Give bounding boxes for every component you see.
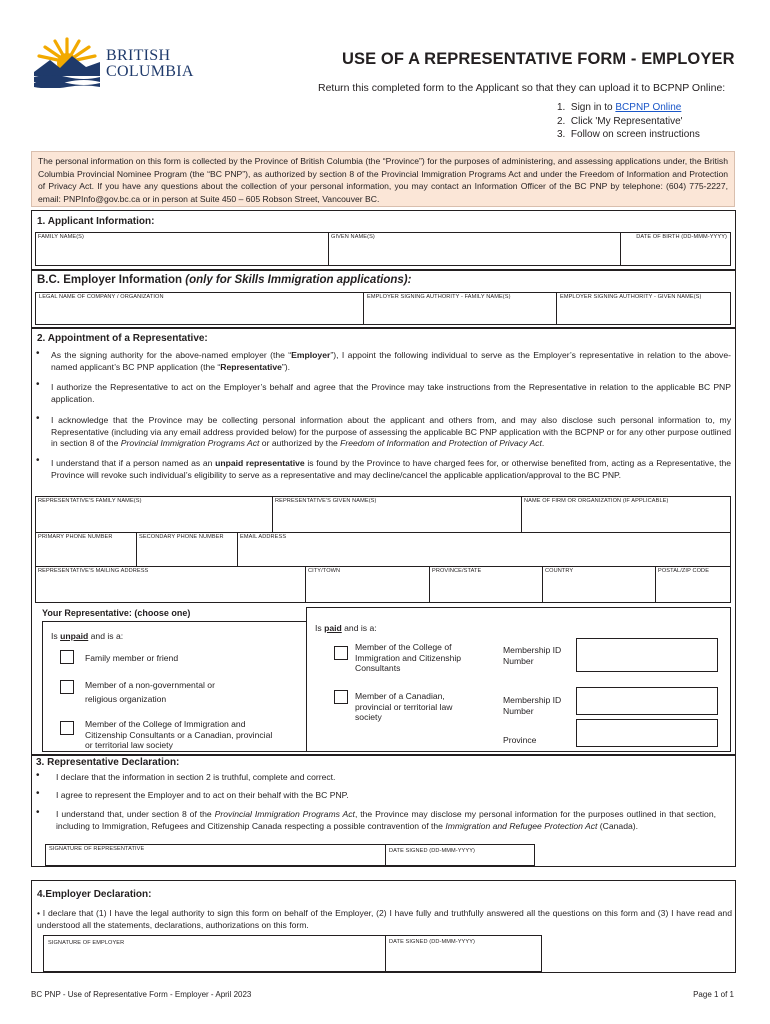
authority-family-name-field[interactable]: [363, 292, 557, 325]
footer-page-number: Page 1 of 1: [693, 990, 734, 999]
field-label: EMPLOYER SIGNING AUTHORITY - GIVEN NAME(S): [560, 294, 702, 300]
field-label: POSTAL/ZIP CODE: [658, 568, 710, 574]
province-label: Province: [503, 735, 537, 745]
unpaid-college-checkbox[interactable]: [60, 721, 74, 735]
field-label: PRIMARY PHONE NUMBER: [38, 534, 113, 540]
field-label: FAMILY NAME(S): [38, 234, 84, 240]
choose-rep-heading: Your Representative: (choose one): [42, 608, 191, 618]
bullet-icon: •: [36, 348, 40, 359]
paid-law-checkbox[interactable]: [334, 690, 348, 704]
rep-date-field[interactable]: [385, 844, 535, 866]
field-label: REPRESENTATIVE'S FAMILY NAME(S): [38, 498, 142, 504]
bullet-icon: •: [37, 908, 43, 918]
applicant-family-name-field[interactable]: [35, 232, 329, 266]
bullet-icon: •: [36, 413, 40, 424]
field-label: LEGAL NAME OF COMPANY / ORGANIZATION: [39, 294, 164, 300]
membership-id-label-2: Membership ID Number: [503, 695, 562, 716]
unpaid-family-label: Family member or friend: [85, 653, 179, 663]
bullet-icon: •: [36, 807, 40, 818]
footer-form-id: BC PNP - Use of Representative Form - Employer - April 2023: [31, 990, 252, 999]
section-4-heading: 4.Employer Declaration:: [37, 889, 152, 900]
applicant-given-name-field[interactable]: [328, 232, 621, 266]
membership-id-label-1: Membership ID Number: [503, 645, 562, 666]
employer-declaration-1: • I declare that (1) I have the legal authority to sign this form on behalf of the Employer, (2) I have fully and truthfully answered all the questions on this form and (3) I have read and understood all the statements, declarations, authorizations on this form.: [37, 908, 732, 930]
paid-college-label: Member of the College of Immigration and Citizenship Consultants: [355, 642, 462, 673]
step-3: 3. Follow on screen instructions: [557, 129, 700, 140]
logo-line-columbia: COLUMBIA: [106, 63, 194, 80]
section-1-heading: 1. Applicant Information:: [37, 216, 155, 227]
field-label: DATE SIGNED (DD-MMM-YYYY): [389, 939, 475, 945]
field-label: SIGNATURE OF EMPLOYER: [48, 940, 125, 946]
bullet-icon: •: [36, 379, 40, 390]
rep-declaration-3: I understand that, under section 8 of the Provincial Immigration Programs Act, the Province may disclose my personal information for the purposes outlined in that section, including to Immigration, Refugees and Citizenship Canada respecting a possible contravention of the Immigration and Refugee Protection Act (Canada).: [56, 809, 716, 831]
bullet-icon: •: [36, 770, 40, 781]
field-label: SECONDARY PHONE NUMBER: [139, 534, 224, 540]
section-applicant: [31, 210, 736, 270]
field-label: DATE OF BIRTH (DD-MMM-YYYY): [636, 234, 727, 240]
city-field[interactable]: [305, 566, 430, 603]
unpaid-heading: Is unpaid and is a:: [51, 631, 124, 641]
field-label: DATE SIGNED (DD-MMM-YYYY): [389, 848, 475, 854]
field-label: CITY/TOWN: [308, 568, 341, 574]
paid-law-label: Member of a Canadian, provincial or territorial law society: [355, 691, 453, 722]
field-label: PROVINCE/STATE: [432, 568, 482, 574]
paid-options-panel: [306, 607, 731, 752]
company-name-field[interactable]: [35, 292, 364, 325]
field-label: GIVEN NAME(S): [331, 234, 375, 240]
postal-code-field[interactable]: [655, 566, 731, 603]
section-2-heading: 2. Appointment of a Representative:: [37, 333, 208, 344]
appointment-statement-1: As the signing authority for the above-named employer (the “Employer”), I appoint the following individual to serve as the Employer’s representative in relation to the above-named applicant’s BC PNP application (the “Representative”).: [51, 350, 731, 372]
section-rep-declaration: [31, 755, 736, 867]
paid-heading: Is paid and is a:: [315, 623, 377, 633]
field-label: COUNTRY: [545, 568, 574, 574]
field-label: REPRESENTATIVE'S GIVEN NAME(S): [275, 498, 377, 504]
applicant-dob-field[interactable]: [620, 232, 731, 266]
mailing-address-field[interactable]: [35, 566, 306, 603]
province-state-field[interactable]: [429, 566, 543, 603]
employer-date-field[interactable]: [385, 935, 542, 972]
appointment-statement-3: I acknowledge that the Province may be collecting personal information about the applicant and others from, and may also disclose such personal information to, my Representative (including via any email address provided below) for the purpose of assessing the applicable BC PNP application with the BCPNP or for any other purpose outlined in section 8 of the Provincial Immigration Programs Act or authorized by the Freedom of Information and Protection of Privacy Act.: [51, 415, 731, 449]
section-3-heading: 3. Representative Declaration:: [36, 757, 180, 768]
unpaid-family-checkbox[interactable]: [60, 650, 74, 664]
page-subtitle: Return this completed form to the Applicant so that they can upload it to BCPNP Online:: [318, 82, 726, 94]
primary-phone-field[interactable]: [35, 532, 137, 567]
appointment-statement-2: I authorize the Representative to act on the Employer’s behalf and agree that the Province may take instructions from the Representative in relation to the applicable BC PNP application.: [51, 382, 731, 404]
field-label: EMPLOYER SIGNING AUTHORITY - FAMILY NAME(S): [367, 294, 511, 300]
instruction-steps: [557, 101, 700, 142]
rep-declaration-1: I declare that the information in section 2 is truthful, complete and correct.: [56, 772, 336, 782]
authority-given-name-field[interactable]: [556, 292, 731, 325]
field-label: SIGNATURE OF REPRESENTATIVE: [49, 846, 145, 852]
bullet-icon: •: [36, 788, 40, 799]
unpaid-ngo-checkbox[interactable]: [60, 680, 74, 694]
membership-id-input-1[interactable]: [576, 638, 718, 672]
unpaid-college-label: Member of the College of Immigration and Citizenship Consultants or a Canadian, provincial or territorial law society: [85, 719, 273, 750]
country-field[interactable]: [542, 566, 656, 603]
employer-signature-field[interactable]: [43, 935, 386, 972]
step-1: 1. Sign in to BCPNP Online: [557, 102, 682, 113]
bc-logo: [30, 36, 215, 88]
firm-name-field[interactable]: [521, 496, 731, 533]
membership-id-input-2[interactable]: [576, 687, 718, 715]
email-field[interactable]: [237, 532, 731, 567]
section-employer-declaration: [31, 880, 736, 973]
field-label: NAME OF FIRM OR ORGANIZATION (IF APPLICABLE): [524, 498, 669, 504]
paid-college-checkbox[interactable]: [334, 646, 348, 660]
privacy-notice: The personal information on this form is collected by the Province of British Columbia (the “Province”) for the purposes of administering, and assessing applications under, the British Columbia Provincial Nominee Program (the “BC PNP”), as authorized by section 8 of the Provincial Immigration Programs Act and under the Freedom of Information and Protection of Privacy Act. If you have any questions about the collection of your personal information, you may contact an Information Officer of the BC PNP by telephone: (604) 775-2227, email: PNPInfo@gov.bc.ca or in person at Suite 450 – 605 Robson Street, Vancouver BC.: [31, 151, 735, 207]
secondary-phone-field[interactable]: [136, 532, 238, 567]
section-appointment: [31, 328, 736, 755]
bullet-icon: •: [36, 455, 40, 466]
bcpnp-online-link[interactable]: BCPNP Online: [615, 102, 682, 113]
step-2: 2. Click 'My Representative': [557, 115, 683, 127]
section-employer: [31, 270, 736, 328]
employer-heading: B.C. Employer Information (only for Skills Immigration applications):: [37, 274, 412, 286]
logo-wordmark: [106, 48, 194, 80]
field-label: EMAIL ADDRESS: [240, 534, 287, 540]
rep-family-name-field[interactable]: [35, 496, 273, 533]
appointment-statement-4: I understand that if a person named as an unpaid representative is found by the Province to have charged fees for, or otherwise benefited from, acting as a Representative, the Province will revoke such individual’s eligibility to serve as a representative and may decline/cancel the applicable application/approval to the BC PNP.: [51, 458, 732, 480]
logo-line-british: BRITISH: [106, 47, 171, 64]
field-label: REPRESENTATIVE'S MAILING ADDRESS: [38, 568, 149, 574]
rep-signature-field[interactable]: [45, 844, 386, 866]
bc-logo-sun-mountains-icon: [30, 36, 104, 88]
page-title: USE OF A REPRESENTATIVE FORM - EMPLOYER: [342, 50, 735, 68]
rep-declaration-2: I agree to represent the Employer and to act on their behalf with the BC PNP.: [56, 790, 349, 800]
unpaid-options-panel: [42, 621, 307, 752]
unpaid-ngo-label: Member of a non-governmental or religious organization: [85, 680, 215, 704]
province-input[interactable]: [576, 719, 718, 747]
rep-given-name-field[interactable]: [272, 496, 522, 533]
